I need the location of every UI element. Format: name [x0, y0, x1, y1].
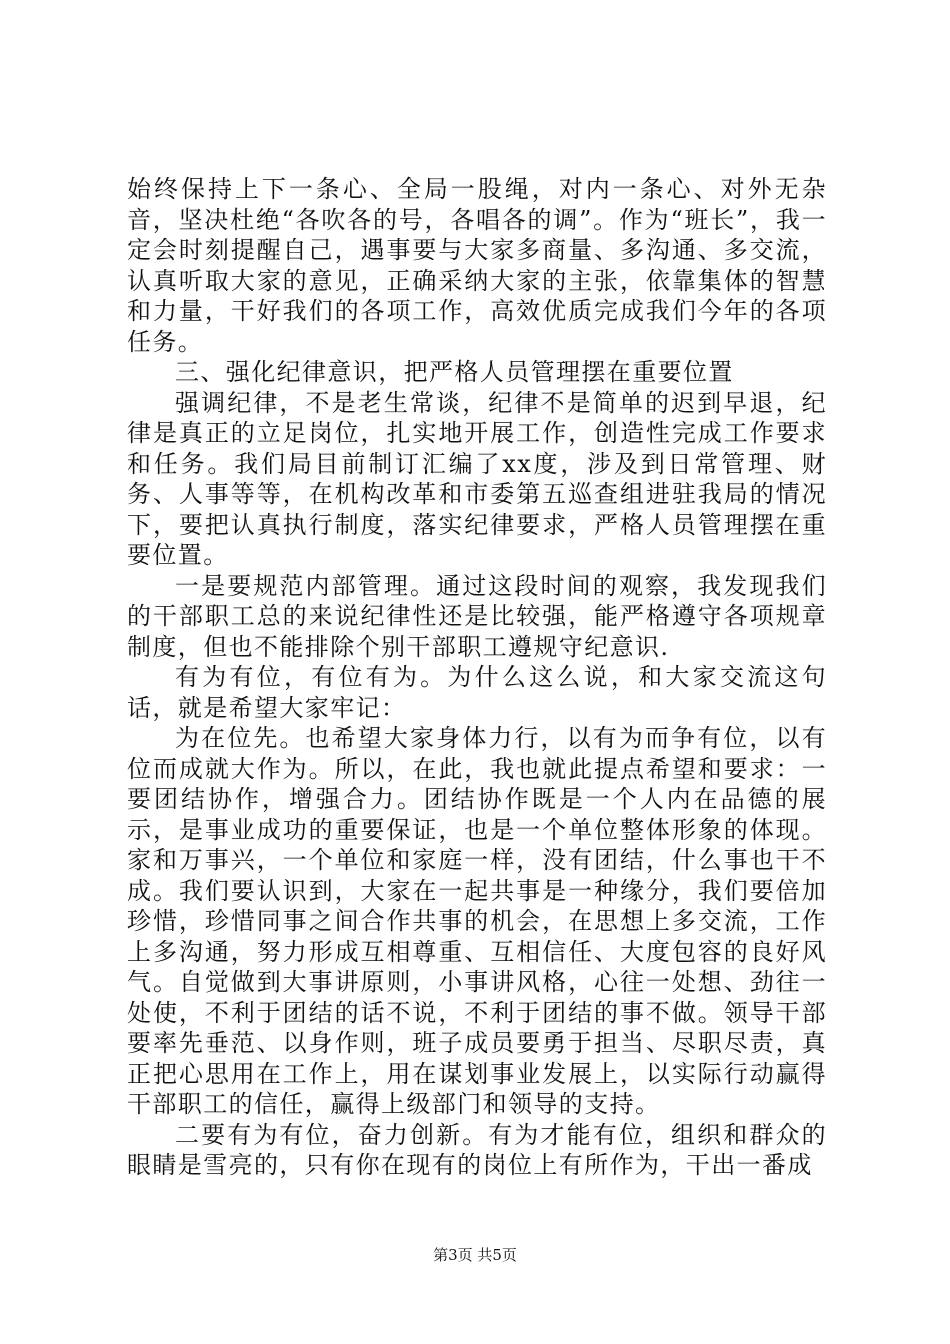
- paragraph-continuation: 始终保持上下一条心、全局一股绳，对内一条心、对外无杂音，坚决杜绝“各吹各的号，各唱各的调”。作为“班长”，我一定会时刻提醒自己，遇事要与大家多商量、多沟通、多交流，认真听取大家的意见，正确采纳大家的主张，依靠集体的智慧和力量，干好我们的各项工作，高效优质完成我们今年的各项任务。: [127, 175, 827, 356]
- paragraph-position-and-action: 有为有位，有位有为。为什么这么说，和大家交流这句话，就是希望大家牢记：: [127, 663, 827, 722]
- paragraph-innovation: 二要有为有位，奋力创新。有为才能有位，组织和群众的眼睛是雪亮的，只有你在现有的岗位上有所作为，干出一番成: [127, 1120, 827, 1179]
- paragraph-internal-management: 一是要规范内部管理。通过这段时间的观察，我发现我们的干部职工总的来说纪律性还是比较强，能严格遵守各项规章制度，但也不能排除个别干部职工遵规守纪意识.: [127, 571, 827, 661]
- page-number-footer: 第3页 共5页: [433, 1246, 517, 1264]
- paragraph-unity-cooperation: 为在位先。也希望大家身体力行，以有为而争有位，以有位而成就大作为。所以，在此，我也就此提点希望和要求：一要团结协作，增强合力。团结协作既是一个人内在品德的展示，是事业成功的重要保证，也是一个单位整体形象的体现。家和万事兴，一个单位和家庭一样，没有团结，什么事也干不成。我们要认识到，大家在一起共事是一种缘分，我们要倍加珍惜，珍惜同事之间合作共事的机会，在思想上多交流，工作上多沟通，努力形成互相尊重、互相信任、大度包容的良好风气。自觉做到大事讲原则，小事讲风格，心往一处想、劲往一处使，不利于团结的话不说，不利于团结的事不做。领导干部要率先垂范、以身作则，班子成员要勇于担当、尽职尽责，真正把心思用在工作上，用在谋划事业发展上，以实际行动赢得干部职工的信任，赢得上级部门和领导的支持。: [127, 724, 827, 1118]
- paragraph-discipline: 强调纪律，不是老生常谈，纪律不是简单的迟到早退，纪律是真正的立足岗位，扎实地开展工作，创造性完成工作要求和任务。我们局目前制订汇编了xx度，涉及到日常管理、财务、人事等等，在机构改革和市委第五巡查组进驻我局的情况下，要把认真执行制度，落实纪律要求，严格人员管理摆在重要位置。: [127, 388, 827, 569]
- document-body: [127, 174, 827, 1181]
- section-heading-discipline: 三、强化纪律意识，把严格人员管理摆在重要位置: [175, 358, 734, 386]
